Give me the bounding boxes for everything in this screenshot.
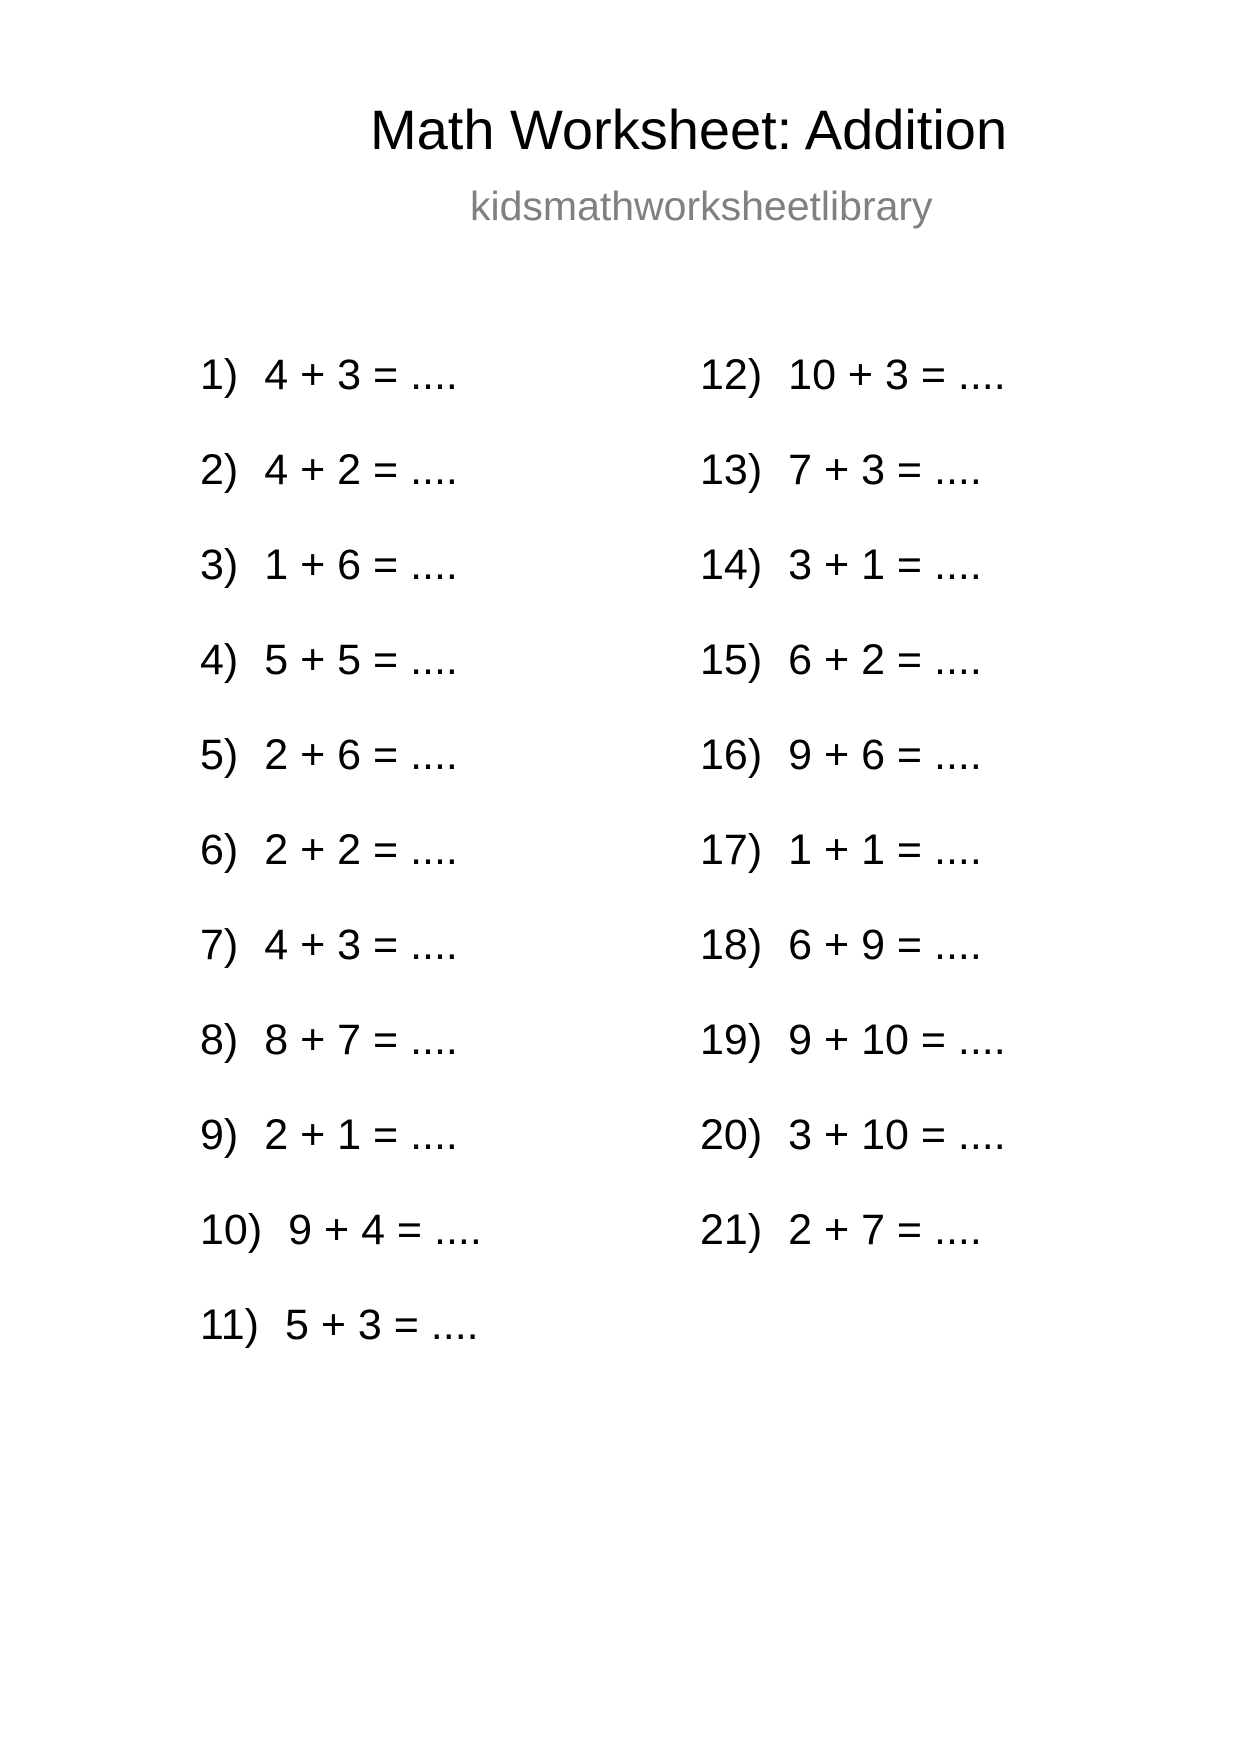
problem-number: 9): [200, 1111, 239, 1159]
problem-number: 5): [200, 731, 239, 779]
problem-item: [200, 1110, 458, 1160]
problem-number: 17): [700, 826, 763, 874]
problem-expression: 8 + 7 = ....: [264, 1016, 458, 1064]
problem-number: 13): [700, 446, 763, 494]
problem-item: [700, 825, 982, 875]
problem-number: 10): [200, 1206, 263, 1254]
problem-expression: 2 + 7 = ....: [788, 1206, 982, 1254]
problem-item: [200, 350, 458, 400]
problem-item: [200, 540, 458, 590]
problem-number: 8): [200, 1016, 239, 1064]
problem-expression: 6 + 2 = ....: [788, 636, 982, 684]
problem-item: [700, 1015, 1006, 1065]
problem-item: [700, 445, 982, 495]
problem-number: 15): [700, 636, 763, 684]
problem-expression: 2 + 1 = ....: [264, 1111, 458, 1159]
problem-number: 16): [700, 731, 763, 779]
problem-item: [200, 1205, 482, 1255]
problem-number: 21): [700, 1206, 763, 1254]
page-title: Math Worksheet: Addition: [370, 98, 1008, 161]
problem-number: 11): [200, 1301, 259, 1349]
problem-item: [700, 1205, 982, 1255]
problem-number: 4): [200, 636, 239, 684]
problem-number: 14): [700, 541, 763, 589]
problem-item: [700, 920, 982, 970]
problem-expression: 10 + 3 = ....: [788, 351, 1006, 399]
problem-number: 19): [700, 1016, 763, 1064]
problem-item: [700, 540, 982, 590]
problem-expression: 9 + 4 = ....: [288, 1206, 482, 1254]
problem-item: [200, 635, 458, 685]
problem-expression: 2 + 2 = ....: [264, 826, 458, 874]
problem-number: 7): [200, 921, 239, 969]
problem-item: [200, 730, 458, 780]
problem-number: 2): [200, 446, 239, 494]
problem-expression: 4 + 3 = ....: [264, 351, 458, 399]
problem-expression: 4 + 2 = ....: [264, 446, 458, 494]
problem-number: 6): [200, 826, 239, 874]
problem-expression: 5 + 3 = ....: [284, 1301, 479, 1349]
problem-item: [700, 635, 982, 685]
problem-expression: 9 + 10 = ....: [788, 1016, 1006, 1064]
problem-expression: 7 + 3 = ....: [788, 446, 982, 494]
problem-number: 12): [700, 351, 763, 399]
problem-expression: 6 + 9 = ....: [788, 921, 982, 969]
problem-item: [700, 350, 1006, 400]
problem-item: [200, 825, 458, 875]
problem-number: 1): [200, 351, 239, 399]
problem-item: [200, 920, 458, 970]
problem-expression: 5 + 5 = ....: [264, 636, 458, 684]
problem-expression: 1 + 1 = ....: [788, 826, 982, 874]
problem-item: [700, 730, 982, 780]
problem-expression: 4 + 3 = ....: [264, 921, 458, 969]
problem-expression: 1 + 6 = ....: [264, 541, 458, 589]
problem-item: [700, 1110, 1006, 1160]
problem-item: [200, 1015, 458, 1065]
problem-expression: 3 + 1 = ....: [788, 541, 982, 589]
problem-expression: 2 + 6 = ....: [264, 731, 458, 779]
problem-expression: 3 + 10 = ....: [788, 1111, 1006, 1159]
problem-number: 20): [700, 1111, 763, 1159]
problem-item: [200, 1300, 479, 1350]
problem-item: [200, 445, 458, 495]
problem-number: 18): [700, 921, 763, 969]
problem-number: 3): [200, 541, 239, 589]
page-subtitle: kidsmathworksheetlibrary: [470, 183, 933, 229]
problem-expression: 9 + 6 = ....: [788, 731, 982, 779]
